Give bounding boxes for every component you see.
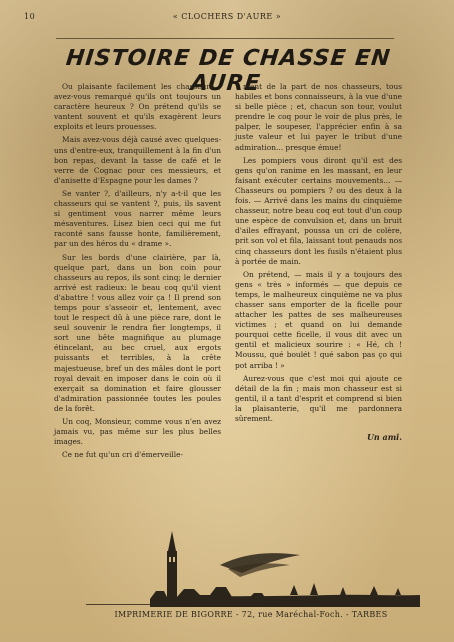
column-right <box>235 82 402 522</box>
paragraph: Les pompiers vous diront qu'il est des gens qu'on ranime en les massant, en leur faisant exécuter certains mouvements... — Chasseurs ou pompiers ? ou des deux à la fois. — Arrivé dans les mains du cinquième chasseur, notre beau coq eut tout d'un coup une espèce de convulsion et, dans un bruit d'ailes effrayant, poussa un cri de colère, prit son vol et fila, laissant tout penauds nos cinq chasseurs dont les fusils n'étaient plus à portée de main. <box>235 155 402 266</box>
paragraph: Ce ne fut qu'un cri d'émerveille- <box>62 450 184 460</box>
running-title: « CLOCHERS D'AURE » <box>172 12 282 21</box>
paragraph: Mais avez-vous déjà causé avec quelques-uns d'entre-eux, tranquillement à la fin d'un bon repas, devant la tasse de café et le verre de Cognac pour ces messieurs, et d'anisette d'Espagne pour les dames ? <box>54 135 221 185</box>
paragraph: Un coq, Monsieur, comme vous n'en avez jamais vu, pas même sur les plus belles images. <box>54 417 221 447</box>
article-body <box>54 82 402 522</box>
paragraph: On prétend, — mais il y a toujours des gens « très » informés — que depuis ce temps, le malheureux cinquième ne va plus chasser sans emporter de la ficelle pour attacher les pattes de ses malheureuses victimes ; et quand on lui demande pourquoi cette ficelle, il vous dit avec un gentil et malicieux sourire : « Hé, ch ! Moussu, qué boulét ! qué sabon pas ço qui pot arriba ! » <box>235 269 402 370</box>
signature: Un ami. <box>366 432 402 443</box>
page-header <box>24 10 430 24</box>
paragraph: Aurez-vous que c'est moi qui ajoute ce détail de la fin ; mais mon chasseur est si gentil, il a tant d'esprit et comprend si bien la plaisanterie, qu'il me pardonnera sûrement. <box>235 373 402 423</box>
title-rule <box>56 38 394 39</box>
page-number: 10 <box>24 12 36 21</box>
village-skyline-illustration <box>150 525 420 607</box>
printer-imprint: IMPRIMERIE DE BIGORRE - 72, rue Maréchal-Foch. - TARBES <box>114 610 388 619</box>
paragraph: Sur les bords d'une clairière, par là, quelque part, dans un bon coin pour chasseurs au repos, ils sont cinq; le dernier arrivé est radieux: le beau coq qu'il vient d'abattre ! vous allez voir ça ! Il prend son temps pour s'asseoir et, lentement, avec tout le respect dû à une pièce rare, dont le seul souvenir le rendra fier longtemps, il sort une bête magnifique au plumage étincelant, au bec cruel, aux ergots puissants et terribles, à la crête majestueuse, bref un des mâles dont le port royal devait en imposer dans le coin où il exerçait sa domination et faire glousser d'admiration passionnée toutes les poules de la forêt. <box>54 252 221 413</box>
column-left <box>54 82 221 522</box>
article-title: HISTOIRE DE CHASSE EN AURE <box>64 46 392 96</box>
paragraph: ment de la part de nos chasseurs, tous habiles et bons connaisseurs, à la vue d'une si belle pièce ; et, chacun son tour, voulut prendre le coq pour le voir de plus près, le palper, le soupeser, l'apprécier enfin à sa juste valeur et lui payer le tribut d'une admiration... presque émue! <box>235 82 402 152</box>
paragraph: Se vanter ?, d'ailleurs, n'y a-t-il que les chasseurs qui se vantent ?, puis, ils savent si gentiment vous narrer même leurs mésaventures. Lisez bien ceci qui me fut raconté sans fausse honte, familièrement, par un des héros du « drame ». <box>54 188 221 249</box>
footer-rule <box>86 604 408 605</box>
paragraph: Ou plaisante facilement les chasseurs ; avez-vous remarqué qu'ils ont toujours un caractère heureux ? On prétend qu'ils se vantent souvent et qu'ils exagèrent leurs exploits et leurs prouesses. <box>54 82 221 132</box>
